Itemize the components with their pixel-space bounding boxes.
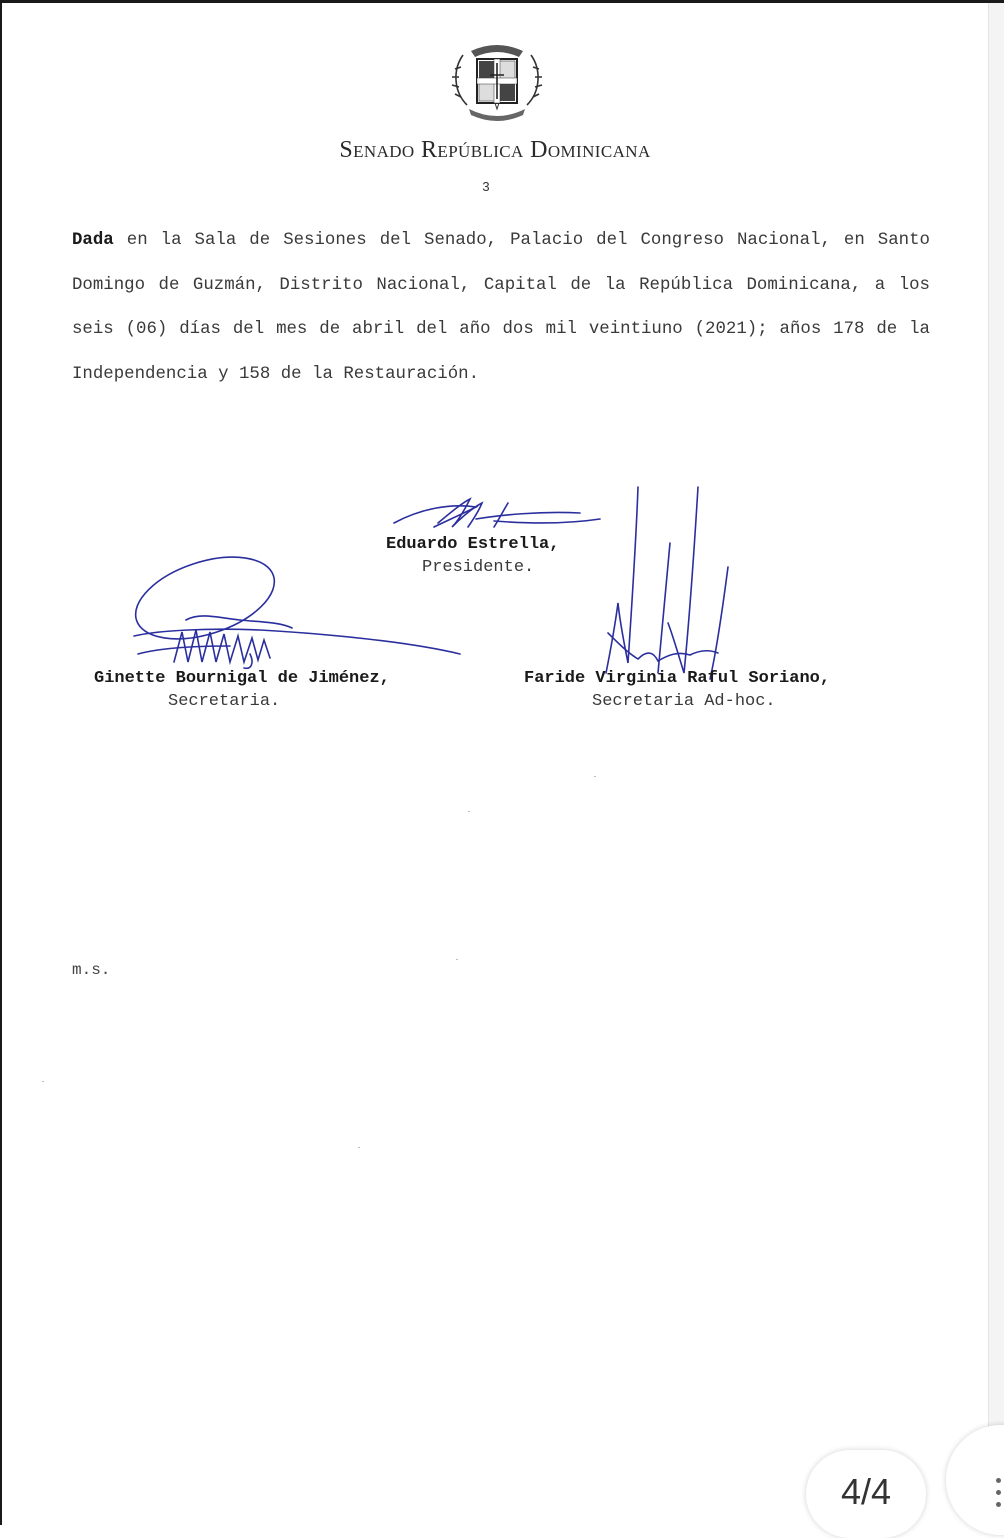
secretary-left-title: Secretaria.	[168, 692, 281, 711]
page-number: 3	[482, 179, 490, 194]
secretary-right-title: Secretaria Ad-hoc.	[592, 692, 776, 711]
president-name: Eduardo Estrella,	[386, 535, 560, 554]
page-indicator: 4/4	[806, 1450, 926, 1538]
president-title: Presidente.	[422, 558, 535, 577]
secretary-right-name: Faride Virginia Raful Soriano,	[524, 669, 831, 688]
scan-speck	[42, 1081, 44, 1082]
more-options-icon[interactable]	[996, 1478, 1002, 1518]
paragraph-lead-word: Dada	[72, 231, 114, 250]
coat-of-arms-seal	[447, 35, 547, 129]
typist-initials: m.s.	[72, 961, 111, 979]
scan-speck	[594, 776, 596, 777]
senate-header-title: Senado República Dominicana	[339, 137, 651, 163]
paragraph-body: en la Sala de Sesiones del Senado, Palacio del Congreso Nacional, en Santo Domingo de Guzmán, Distrito Nacional, Capital de la República Dominicana, a los seis (06) días del mes de abril del año dos mil veintiuno (2021); años 178 de la Independencia y 158 de la Restauración.	[72, 231, 930, 384]
document-page	[2, 3, 988, 1525]
viewer-scroll-gutter[interactable]	[988, 0, 1004, 1525]
secretary-left-name: Ginette Bournigal de Jiménez,	[94, 669, 390, 688]
resolution-paragraph	[72, 219, 930, 397]
secretary-left-signature	[130, 558, 470, 673]
viewer-left-border	[0, 0, 2, 1525]
scan-speck	[468, 811, 470, 812]
secretary-right-signature	[598, 483, 738, 688]
scan-speck	[358, 1147, 360, 1148]
viewer-top-border	[0, 0, 1004, 3]
scan-speck	[456, 959, 458, 960]
